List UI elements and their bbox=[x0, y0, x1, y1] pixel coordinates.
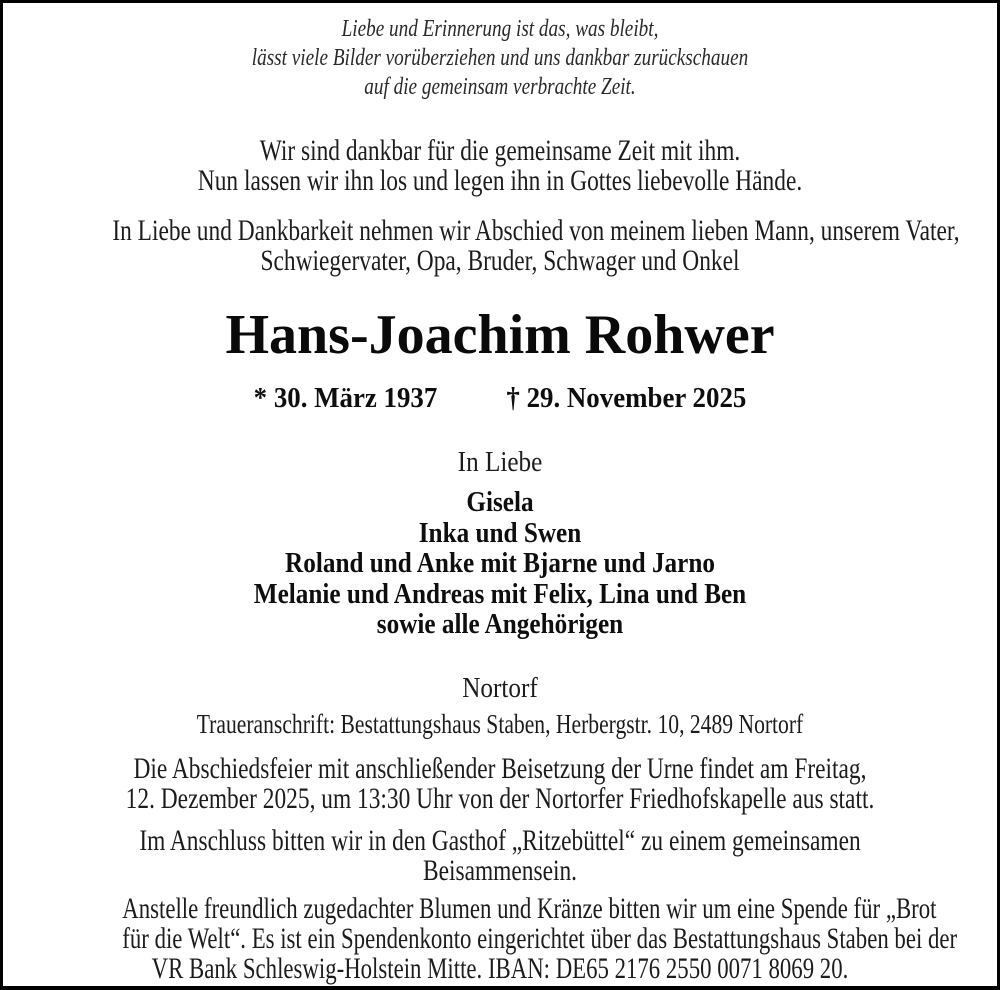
service-paragraph bbox=[3, 751, 997, 815]
donation-line: Anstelle freundlich zugedachter Blumen und Kränze bitten wir um eine Spende für „Brot bbox=[122, 891, 937, 925]
birth-symbol: * bbox=[253, 383, 268, 414]
deceased-name: Hans-Joachim Rohwer bbox=[225, 304, 775, 366]
gratitude-paragraph bbox=[3, 136, 997, 196]
farewell-line: In Liebe und Dankbarkeit nehmen wir Abschied von meinem lieben Mann, unserem Vater, bbox=[112, 214, 960, 247]
gathering-paragraph bbox=[3, 823, 997, 887]
gathering-line: Beisammensein. bbox=[422, 853, 578, 887]
donation-line: für die Welt“. Es ist ein Spendenkonto eingerichtet über das Bestattungshaus Staben bei der bbox=[122, 921, 958, 955]
epigraph-line: auf die gemeinsam verbrachte Zeit. bbox=[364, 74, 636, 100]
life-dates bbox=[23, 382, 977, 416]
epigraph-line: lässt viele Bilder vorüberziehen und uns dankbar zurückschauen bbox=[251, 45, 749, 71]
mourner-name: Melanie und Andreas mit Felix, Lina und Ben bbox=[253, 578, 747, 610]
epigraph bbox=[3, 15, 997, 102]
birth-date: 30. März 1937 bbox=[273, 383, 438, 414]
service-line: Die Abschiedsfeier mit anschließender Beisetzung der Urne findet am Freitag, bbox=[133, 751, 867, 785]
death-date: 29. November 2025 bbox=[526, 383, 747, 414]
service-line: 12. Dezember 2025, um 13:30 Uhr von der Nortorfer Friedhofskapelle aus statt. bbox=[125, 781, 875, 815]
gathering-line: Im Anschluss bitten wir in den Gasthof „Ritzebüttel“ zu einem gemeinsamen bbox=[139, 823, 861, 857]
notice-sheet bbox=[3, 3, 997, 984]
mourner-name: Inka und Swen bbox=[418, 517, 582, 549]
farewell-paragraph bbox=[3, 216, 997, 276]
location-section bbox=[3, 674, 997, 738]
mourner-name: sowie alle Angehörigen bbox=[376, 609, 624, 640]
condolence-address: Traueranschrift: Bestattungshaus Staben, Herbergstr. 10, 2489 Nortorf bbox=[196, 708, 804, 739]
gratitude-line: Wir sind dankbar für die gemeinsame Zeit mit ihm. bbox=[259, 134, 741, 167]
death-symbol: † bbox=[506, 383, 520, 414]
mourner-name: Gisela bbox=[466, 487, 534, 518]
gratitude-line: Nun lassen wir ihn los und legen ihn in Gottes liebevolle Hände. bbox=[197, 164, 803, 197]
farewell-line: Schwiegervater, Opa, Bruder, Schwager und Onkel bbox=[260, 244, 740, 277]
donation-line: VR Bank Schleswig-Holstein Mitte. IBAN: DE65 2176 2550 0071 8069 20. bbox=[151, 951, 849, 985]
mourners-section bbox=[3, 448, 997, 641]
epigraph-line: Liebe und Erinnerung ist das, was bleibt, bbox=[341, 16, 659, 42]
mourners-names bbox=[3, 488, 997, 641]
location-place: Nortorf bbox=[462, 672, 538, 704]
mourner-name: Roland und Anke mit Bjarne und Jarno bbox=[285, 548, 715, 579]
donation-paragraph bbox=[3, 891, 997, 985]
mourners-intro: In Liebe bbox=[457, 447, 543, 478]
